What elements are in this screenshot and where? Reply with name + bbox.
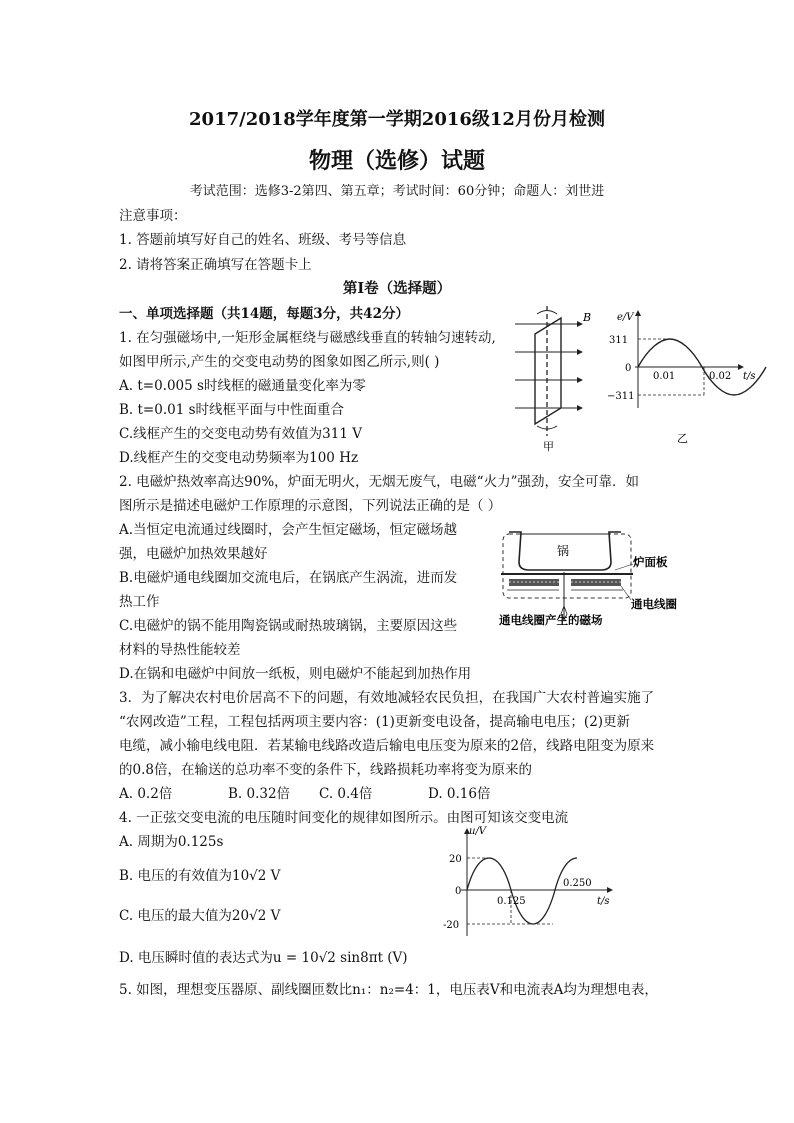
q4-fig-zero: 0 — [455, 886, 462, 897]
q1-stem-line1: 1. 在匀强磁场中,一矩形金属框绕与磁感线垂直的转轴匀速转动, — [119, 330, 496, 346]
q1-option-a: A. t=0.005 s时线框的磁通量变化率为零 — [119, 378, 366, 394]
note-item-1: 1. 答题前填写好自己的姓名、班级、考号等信息 — [119, 232, 407, 248]
exam-info: 考试范围：选修3-2第四、第五章；考试时间：60分钟；命题人：刘世进 — [189, 184, 605, 199]
q1-option-d: D.线框产生的交变电动势频率为100 Hz — [119, 450, 359, 466]
q4-fig-t1: 0.125 — [497, 896, 526, 907]
exam-subtitle: 物理（选修）试题 — [308, 148, 485, 174]
q1-stem-line2: 如图甲所示,产生的交变电动势的图象如图乙所示,则( ) — [119, 354, 440, 370]
q4-option-c: C. 电压的最大值为20√2 V — [119, 908, 281, 924]
q3-stem-line1: 3．为了解决农村电价居高不下的问题，有效地减轻农民负担，在我国广大农村普遍实施了 — [119, 690, 655, 706]
q1-fig-b-caption: 乙 — [677, 432, 688, 445]
q2-fig-coil-label: 通电线圈 — [631, 597, 677, 611]
q2-figure-induction-cooker — [497, 524, 697, 636]
q1-fig-xlabel: t/s — [743, 371, 756, 382]
q1-fig-t1: 0.01 — [653, 371, 676, 382]
q2-option-d: D.在锅和电磁炉中间放一纸板，则电磁炉不能起到加热作用 — [119, 666, 472, 682]
q4-option-d: D. 电压瞬时值的表达式为u = 10√2 sin8πt (V) — [119, 950, 408, 966]
q4-option-b: B. 电压的有效值为10√2 V — [119, 868, 281, 884]
q1-figure-emf-graph — [605, 308, 785, 448]
q4-fig-ymax: 20 — [449, 854, 462, 865]
q4-fig-ymin: -20 — [443, 920, 460, 931]
q3-option-b: B. 0.32倍 — [228, 786, 291, 802]
notes-heading: 注意事项： — [119, 208, 187, 224]
q4-fig-ylabel: u/V — [469, 826, 487, 837]
q2-fig-panel-label: 炉面板 — [633, 555, 668, 569]
q4-fig-xlabel: t/s — [597, 896, 610, 907]
q2-fig-pot-label: 锅 — [557, 544, 570, 558]
q3-stem-line2: “农网改造”工程，工程包括两项主要内容：(1)更新变电设备，提高输电电压；(2)更新 — [119, 714, 631, 730]
section1-heading: 一、单项选择题（共14题，每题3分，共42分） — [119, 306, 409, 322]
q3-option-d: D. 0.16倍 — [428, 786, 491, 802]
q2-stem-line1: 2. 电磁炉热效率高达90%，炉面无明火，无烟无废气，电磁“火力”强劲，安全可靠．如 — [119, 474, 639, 490]
q1-fig-zero: 0 — [625, 363, 632, 374]
q3-stem-line4: 的0.8倍，在输送的总功率不变的条件下，线路损耗功率将变为原来的 — [119, 762, 532, 778]
q1-fig-ylabel: e/V — [617, 312, 634, 323]
q1-option-b: B. t=0.01 s时线框平面与中性面重合 — [119, 402, 345, 418]
q3-option-c: C. 0.4倍 — [319, 786, 373, 802]
q4-stem: 4. 一正弦交变电流的电压随时间变化的规律如图所示。由图可知该交变电流 — [119, 810, 569, 826]
q2-option-b-line2: 热工作 — [119, 594, 160, 610]
q4-figure-voltage-graph — [437, 824, 617, 940]
q1-fig-ymin: −311 — [607, 391, 635, 402]
q2-option-a-line1: A.当恒定电流通过线圈时，会产生恒定磁场，恒定磁场越 — [119, 522, 458, 538]
q1-option-c: C.线框产生的交变电动势有效值为311 V — [119, 426, 362, 442]
q2-stem-line2: 图所示是描述电磁炉工作原理的示意图，下列说法正确的是（ ） — [119, 498, 502, 514]
q4-option-a: A. 周期为0.125s — [119, 834, 224, 850]
q5-stem: 5. 如图，理想变压器原、副线圈匝数比n₁：n₂=4：1，电压表V和电流表A均为理想电表， — [119, 982, 658, 998]
q4-fig-t2: 0.250 — [563, 878, 592, 889]
q1-fig-b-label: B — [583, 311, 592, 324]
exam-title: 2017/2018学年度第一学期2016级12月份月检测 — [189, 109, 605, 130]
q2-option-c-line1: C.电磁炉的锅不能用陶瓷锅或耐热玻璃锅，主要原因这些 — [119, 618, 458, 634]
q2-option-c-line2: 材料的导热性能较差 — [119, 642, 241, 658]
q3-option-a: A. 0.2倍 — [119, 786, 173, 802]
q1-fig-a-caption: 甲 — [543, 440, 554, 453]
q2-option-b-line1: B.电磁炉通电线圈加交流电后，在锅底产生涡流，进而发 — [119, 570, 458, 586]
q1-figure-rotating-frame — [505, 304, 605, 452]
note-item-2: 2. 请将答案正确填写在答题卡上 — [119, 257, 312, 273]
q3-stem-line3: 电缆，减小输电线电阻．若某输电线路改造后输电电压变为原来的2倍，线路电阻变为原来 — [119, 738, 655, 754]
q1-fig-t2: 0.02 — [709, 371, 732, 382]
part1-heading: 第Ⅰ卷（选择题） — [342, 280, 452, 297]
q2-fig-field-label: 通电线圈产生的磁场 — [499, 613, 603, 627]
q1-fig-ymax: 311 — [609, 335, 629, 346]
q2-option-a-line2: 强，电磁炉加热效果越好 — [119, 546, 268, 562]
